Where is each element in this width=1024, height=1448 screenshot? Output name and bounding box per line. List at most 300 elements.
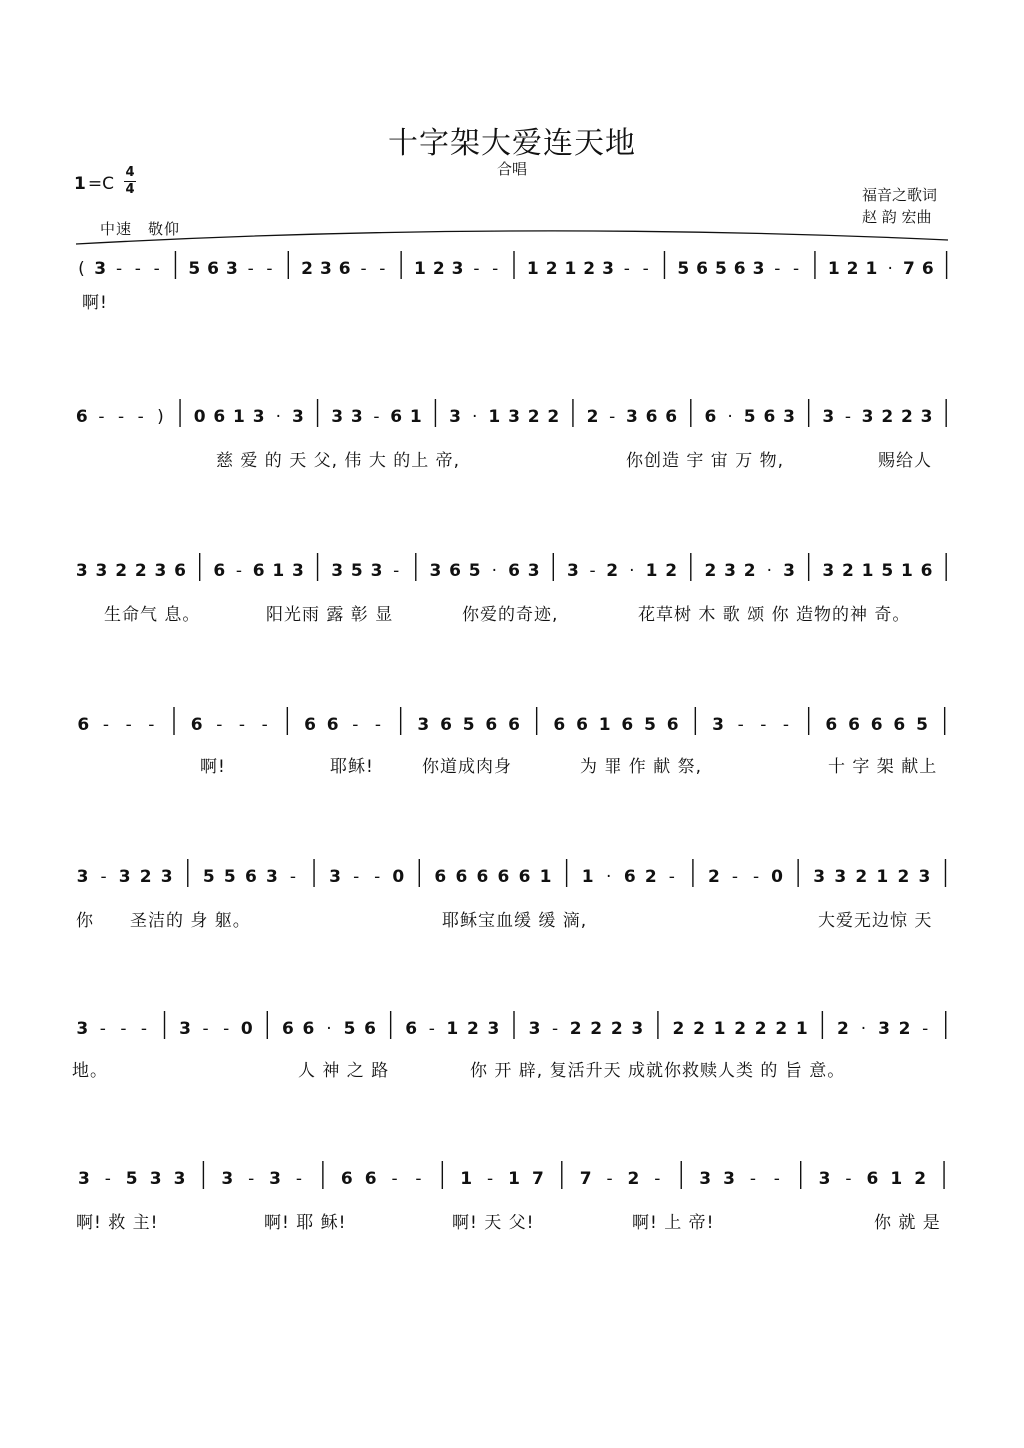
key-number: 1 — [74, 174, 86, 194]
note: 3 — [451, 259, 464, 279]
notation-symbol: - — [148, 715, 155, 735]
note: 6 — [645, 407, 658, 427]
time-bottom: 4 — [125, 182, 135, 197]
note: 2 — [583, 259, 596, 279]
note: 6 — [455, 867, 468, 887]
notation-symbol: - — [140, 1019, 148, 1039]
notation-symbol: - — [261, 715, 268, 735]
notation-symbol: - — [415, 1169, 422, 1189]
notation-symbol: - — [125, 715, 132, 735]
lyric-segment: 啊! — [82, 293, 108, 313]
note: 6 — [623, 867, 636, 887]
note: 7 — [579, 1169, 592, 1189]
note: 3 — [149, 1169, 162, 1189]
note: 3 — [75, 561, 88, 581]
lyric-segment: 啊! 耶 稣! — [264, 1213, 347, 1233]
note: 3 — [818, 1169, 831, 1189]
notation-symbol: - — [374, 867, 381, 887]
note: 3 — [508, 407, 520, 427]
notation-line — [72, 1008, 956, 1048]
note: 3 — [329, 867, 342, 887]
note: 2 — [743, 561, 756, 581]
note: 2 — [900, 407, 913, 427]
note: 1 — [861, 561, 874, 581]
song-title: 十字架大爱连天地 — [388, 126, 636, 161]
note: 2 — [606, 561, 619, 581]
notation-svg — [72, 396, 956, 436]
notation-symbol: ( — [78, 259, 85, 279]
note: 6 — [508, 715, 520, 735]
notation-symbol: - — [120, 1019, 127, 1039]
notation-symbol: · — [606, 867, 612, 887]
note: 1 — [564, 259, 577, 279]
note: 6 — [763, 407, 776, 427]
notation-symbol: · — [766, 561, 773, 581]
note: 6 — [364, 1169, 377, 1189]
notation-symbol: - — [749, 1169, 756, 1189]
note: 5 — [468, 561, 481, 581]
note: 2 — [855, 867, 868, 887]
note: 6 — [485, 715, 498, 735]
notation-symbol: - — [374, 715, 382, 735]
note: 1 — [409, 407, 422, 427]
lyric-segment: 你道成肉身 — [422, 757, 512, 777]
note: 3 — [712, 715, 724, 735]
note: 2 — [672, 1019, 685, 1039]
note: 3 — [291, 561, 304, 581]
note: 6 — [213, 561, 226, 581]
note: 3 — [78, 1169, 90, 1189]
note: 2 — [897, 867, 910, 887]
notation-symbol: - — [552, 1019, 559, 1039]
notation-symbol: - — [922, 1019, 929, 1039]
notation-line — [72, 1158, 956, 1198]
notation-symbol: - — [100, 867, 107, 887]
lyric-segment: 啊! — [200, 757, 226, 777]
lyric-segment: 耶稣! — [330, 757, 374, 777]
note: 6 — [518, 867, 531, 887]
note: 2 — [734, 1019, 747, 1039]
note: 1 — [414, 259, 426, 279]
note: 2 — [527, 407, 540, 427]
note: 5 — [714, 259, 727, 279]
notation-symbol: - — [609, 407, 616, 427]
note: 3 — [567, 561, 579, 581]
notation-svg — [72, 856, 956, 896]
note: 1 — [460, 1169, 473, 1189]
notation-symbol: - — [352, 715, 359, 735]
note: 6 — [665, 407, 678, 427]
note: 3 — [154, 561, 167, 581]
note: 2 — [547, 407, 560, 427]
note: 3 — [724, 561, 737, 581]
note: 3 — [602, 259, 614, 279]
note: 3 — [813, 867, 826, 887]
notation-line — [72, 856, 956, 896]
note: 6 — [174, 561, 186, 581]
note: 2 — [914, 1169, 927, 1189]
note: 2 — [586, 407, 599, 427]
note: 6 — [893, 715, 906, 735]
note: 1 — [713, 1019, 726, 1039]
note: 3 — [179, 1019, 191, 1039]
note: 1 — [446, 1019, 459, 1039]
notation-symbol: - — [98, 407, 105, 427]
note: 3 — [918, 867, 931, 887]
note: 3 — [783, 561, 795, 581]
note: 1 — [827, 259, 840, 279]
note: 2 — [545, 259, 558, 279]
composer-credit: 赵 韵 宏曲 — [862, 208, 932, 226]
note: 6 — [921, 259, 934, 279]
note: 3 — [429, 561, 442, 581]
note: 3 — [291, 407, 304, 427]
tempo-expression: 敬仰 — [148, 220, 181, 238]
lyric-segment: 十 字 架 献上 — [828, 757, 938, 777]
note: 6 — [848, 715, 860, 735]
notation-symbol: - — [216, 715, 223, 735]
lyricist-credit: 福音之歌词 — [862, 186, 938, 204]
note: 3 — [631, 1019, 644, 1039]
notation-line — [72, 704, 956, 744]
note: 1 — [598, 715, 611, 735]
note: 3 — [527, 561, 540, 581]
notation-symbol: - — [623, 259, 630, 279]
notation-symbol: - — [473, 259, 480, 279]
notation-symbol: - — [379, 259, 386, 279]
notation-symbol: · — [491, 561, 498, 581]
notation-symbol: · — [727, 407, 733, 427]
notation-symbol: - — [737, 715, 744, 735]
note: 2 — [134, 561, 147, 581]
note: 5 — [188, 259, 201, 279]
lyric-segment: 生命气 息。 — [104, 605, 201, 625]
notation-symbol: - — [223, 1019, 230, 1039]
note: 6 — [621, 715, 634, 735]
note: 2 — [842, 561, 854, 581]
note: 6 — [207, 259, 219, 279]
note: 3 — [350, 407, 363, 427]
notation-symbol: - — [845, 1169, 852, 1189]
note: 6 — [733, 259, 746, 279]
note: 1 — [272, 561, 285, 581]
lyric-segment: 人 神 之 路 — [298, 1061, 390, 1081]
note: 0 — [240, 1019, 253, 1039]
note: 1 — [539, 867, 552, 887]
note: 3 — [94, 259, 107, 279]
notation-symbol: - — [373, 407, 380, 427]
note: 6 — [696, 259, 709, 279]
note: 3 — [878, 1019, 890, 1039]
notation-symbol: - — [606, 1169, 613, 1189]
note: 6 — [666, 715, 679, 735]
note: 3 — [266, 867, 278, 887]
notation-symbol: - — [353, 867, 360, 887]
note: 5 — [462, 715, 475, 735]
notation-symbol: - — [492, 259, 499, 279]
note: 5 — [677, 259, 690, 279]
lyric-segment: 阳光雨 露 彰 显 — [266, 605, 394, 625]
note: 3 — [861, 407, 874, 427]
lyric-segment: 花草树 木 歌 颂 你 造物的神 奇。 — [638, 605, 911, 625]
note: 1 — [488, 407, 501, 427]
lyric-segment: 慈 爱 的 天 父, 伟 大 的上 帝, — [216, 451, 461, 471]
note: 2 — [837, 1019, 849, 1039]
notation-symbol: - — [248, 1169, 255, 1189]
note: 6 — [304, 715, 316, 735]
note: 3 — [822, 561, 835, 581]
note: 1 — [526, 259, 539, 279]
note: 3 — [752, 259, 765, 279]
note: 5 — [343, 1019, 356, 1039]
note: 2 — [846, 259, 859, 279]
note: 6 — [434, 867, 447, 887]
lyric-segment: 圣洁的 身 躯。 — [130, 911, 251, 931]
note: 2 — [704, 561, 717, 581]
note: 2 — [775, 1019, 788, 1039]
note: 6 — [77, 715, 90, 735]
lyric-segment: 耶稣宝血缓 缓 滴, — [442, 911, 588, 931]
note: 6 — [476, 867, 489, 887]
note: 6 — [870, 715, 883, 735]
note: 3 — [370, 561, 383, 581]
lyric-segment: 啊! 上 帝! — [632, 1213, 715, 1233]
notation-symbol: - — [793, 259, 800, 279]
note: 3 — [160, 867, 173, 887]
note: 5 — [916, 715, 928, 735]
notation-symbol: - — [731, 867, 739, 887]
notation-symbol: - — [202, 1019, 209, 1039]
lyric-segment: 你爱的奇迹, — [462, 605, 559, 625]
note: 3 — [173, 1169, 186, 1189]
note: 6 — [326, 715, 339, 735]
time-signature — [124, 166, 136, 197]
notation-svg — [72, 1158, 956, 1198]
note: 5 — [881, 561, 894, 581]
note: 2 — [115, 561, 128, 581]
note: 3 — [331, 407, 344, 427]
notation-symbol: - — [289, 867, 297, 887]
notation-symbol: - — [102, 715, 110, 735]
note: 2 — [432, 259, 445, 279]
notation-line — [72, 550, 956, 590]
note: 2 — [590, 1019, 603, 1039]
notation-symbol: - — [235, 561, 243, 581]
note: 6 — [338, 259, 351, 279]
notation-symbol: - — [668, 867, 675, 887]
lyric-segment: 为 罪 作 献 祭, — [580, 757, 703, 777]
note: 1 — [581, 867, 594, 887]
lyric-segment: 大爱无边惊 天 — [818, 911, 933, 931]
note: 1 — [508, 1169, 520, 1189]
lyric-segment: 啊! 救 主! — [76, 1213, 159, 1233]
notation-symbol: - — [654, 1169, 661, 1189]
notation-symbol: - — [844, 407, 852, 427]
notation-symbol: - — [782, 715, 790, 735]
notation-symbol: - — [487, 1169, 494, 1189]
note: 3 — [528, 1019, 541, 1039]
note: 6 — [920, 561, 933, 581]
notation-symbol: - — [391, 1169, 398, 1189]
note: 1 — [876, 867, 889, 887]
note: 6 — [449, 561, 461, 581]
notation-symbol: - — [752, 867, 760, 887]
note: 2 — [466, 1019, 479, 1039]
notation-line — [72, 396, 956, 436]
note: 2 — [898, 1019, 911, 1039]
notation-symbol: - — [118, 407, 125, 427]
notation-symbol: - — [137, 407, 144, 427]
note: 2 — [301, 259, 314, 279]
notation-symbol: - — [266, 259, 273, 279]
note: 6 — [213, 407, 226, 427]
tempo-speed: 中速 — [100, 220, 133, 238]
lyric-segment: 地。 — [72, 1061, 108, 1081]
note: 2 — [610, 1019, 623, 1039]
note: 3 — [269, 1169, 282, 1189]
lyric-segment: 赐给人 — [878, 451, 932, 471]
note: 6 — [190, 715, 203, 735]
lyric-segment: 你 开 辟, 复活升天 成就你救赎人类 的 旨 意。 — [470, 1061, 846, 1081]
notation-symbol: · — [860, 1019, 867, 1039]
note: 6 — [866, 1169, 879, 1189]
note: 5 — [223, 867, 236, 887]
note: 1 — [645, 561, 658, 581]
note: 3 — [920, 407, 933, 427]
notation-symbol: · — [326, 1019, 332, 1039]
lyric-segment: 啊! 天 父! — [452, 1213, 535, 1233]
note: 3 — [449, 407, 461, 427]
note: 6 — [364, 1019, 377, 1039]
note: 6 — [252, 561, 265, 581]
intro-slur — [72, 224, 952, 248]
notation-symbol: · — [629, 561, 635, 581]
note: 5 — [125, 1169, 138, 1189]
notation-symbol: - — [642, 259, 649, 279]
note: 6 — [553, 715, 566, 735]
notation-symbol: - — [115, 259, 123, 279]
notation-symbol: - — [773, 1169, 780, 1189]
note: 3 — [76, 867, 89, 887]
notation-symbol: - — [589, 561, 596, 581]
note: 5 — [743, 407, 756, 427]
note: 6 — [508, 561, 520, 581]
note: 1 — [233, 407, 245, 427]
notation-symbol: ) — [157, 407, 164, 427]
notation-symbol: · — [887, 259, 893, 279]
note: 2 — [665, 561, 678, 581]
note: 2 — [754, 1019, 767, 1039]
note: 1 — [795, 1019, 808, 1039]
note: 7 — [903, 259, 915, 279]
song-subtitle: 合唱 — [496, 160, 527, 178]
note: 2 — [708, 867, 720, 887]
notation-symbol: - — [295, 1169, 303, 1189]
notation-svg — [72, 704, 956, 744]
notation-line — [72, 248, 956, 288]
lyric-segment: 你 — [76, 911, 94, 931]
notation-symbol: - — [134, 259, 141, 279]
note: 3 — [625, 407, 638, 427]
note: 3 — [95, 561, 108, 581]
note: 3 — [699, 1169, 712, 1189]
note: 6 — [390, 407, 403, 427]
note: 3 — [252, 407, 265, 427]
notation-symbol: - — [760, 715, 767, 735]
note: 5 — [644, 715, 656, 735]
notation-svg — [72, 1008, 956, 1048]
note: 6 — [497, 867, 510, 887]
note: 6 — [340, 1169, 353, 1189]
note: 3 — [834, 867, 847, 887]
notation-svg — [72, 248, 956, 288]
notation-symbol: · — [472, 407, 478, 427]
note: 3 — [822, 407, 835, 427]
notation-symbol: · — [275, 407, 281, 427]
note: 3 — [723, 1169, 735, 1189]
note: 0 — [392, 867, 405, 887]
notation-symbol: - — [238, 715, 246, 735]
note: 6 — [576, 715, 588, 735]
note: 5 — [202, 867, 215, 887]
note: 6 — [302, 1019, 315, 1039]
note: 7 — [531, 1169, 544, 1189]
notation-svg — [72, 550, 956, 590]
note: 2 — [881, 407, 894, 427]
note: 6 — [825, 715, 838, 735]
note: 1 — [900, 561, 913, 581]
notation-symbol: - — [99, 1019, 106, 1039]
notation-symbol: - — [153, 259, 160, 279]
note: 6 — [281, 1019, 294, 1039]
note: 3 — [783, 407, 795, 427]
note: 3 — [319, 259, 332, 279]
note: 1 — [890, 1169, 903, 1189]
note: 6 — [405, 1019, 418, 1039]
lyric-segment: 你创造 宇 宙 万 物, — [626, 451, 785, 471]
lyric-segment: 你 就 是 — [874, 1213, 941, 1233]
note: 6 — [440, 715, 452, 735]
note: 3 — [118, 867, 131, 887]
key-note: =C — [87, 174, 114, 194]
notation-symbol: - — [393, 561, 400, 581]
notation-symbol: - — [247, 259, 254, 279]
notation-symbol: - — [104, 1169, 111, 1189]
note: 3 — [225, 259, 238, 279]
note: 3 — [331, 561, 344, 581]
note: 2 — [693, 1019, 705, 1039]
note: 0 — [193, 407, 206, 427]
notation-symbol: - — [774, 259, 781, 279]
note: 0 — [771, 867, 784, 887]
key-signature — [74, 174, 114, 194]
note: 6 — [75, 407, 88, 427]
note: 3 — [221, 1169, 234, 1189]
notation-symbol: - — [428, 1019, 435, 1039]
note: 3 — [487, 1019, 500, 1039]
note: 2 — [139, 867, 152, 887]
note: 6 — [244, 867, 257, 887]
notation-symbol: - — [360, 259, 367, 279]
note: 2 — [627, 1169, 640, 1189]
note: 5 — [350, 561, 363, 581]
time-top: 4 — [125, 165, 135, 180]
note: 2 — [644, 867, 657, 887]
note: 3 — [76, 1019, 89, 1039]
note: 2 — [569, 1019, 582, 1039]
note: 1 — [865, 259, 878, 279]
note: 6 — [704, 407, 717, 427]
